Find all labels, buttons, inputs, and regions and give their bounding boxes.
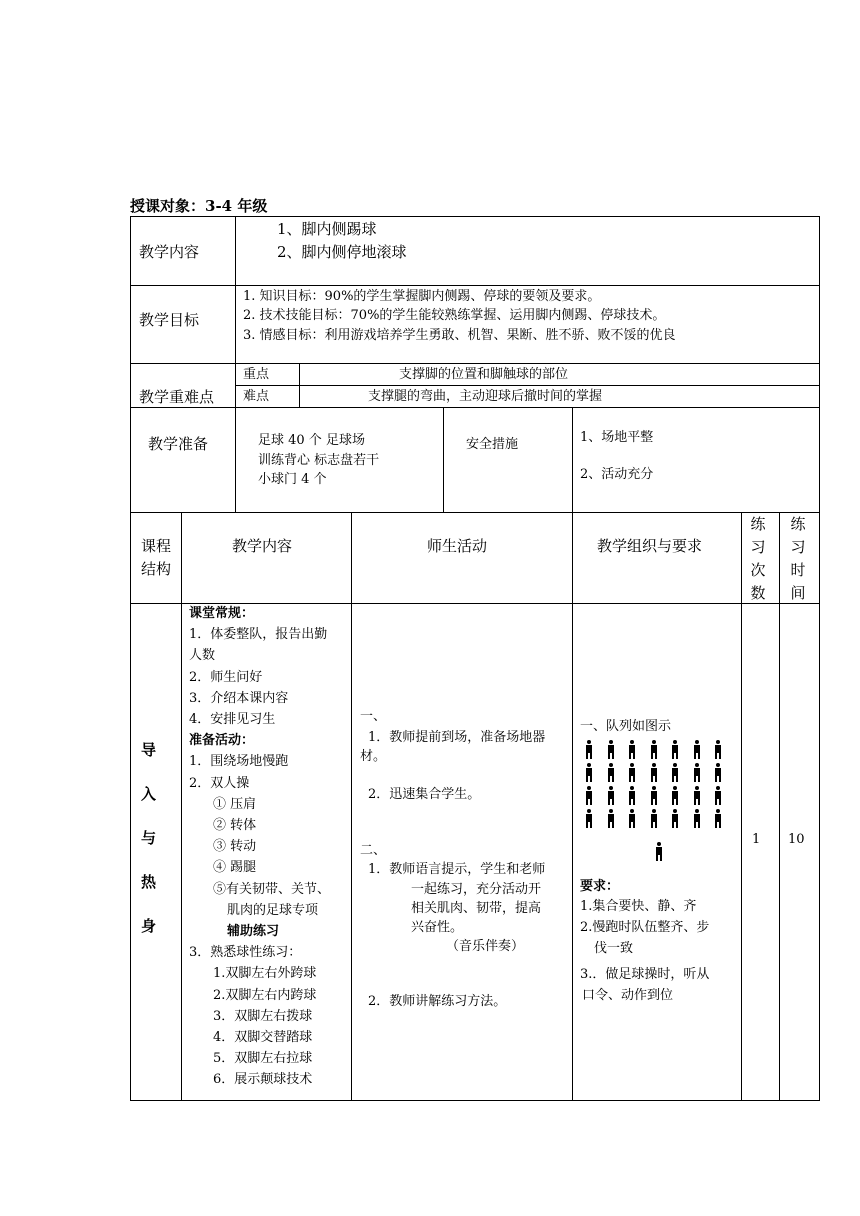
student-figure: [650, 809, 658, 829]
activity-b1c: 相关肌肉、韧带，提高: [411, 901, 542, 916]
student-figure: [671, 763, 679, 783]
safety-label: 安全措施: [466, 437, 519, 452]
col-structure: 课程结构: [140, 537, 171, 578]
org-req-2: 2.慢跑时队伍整齐、步: [580, 920, 710, 935]
practice-times: 1: [752, 832, 761, 847]
content-line: ① 压肩: [213, 796, 257, 812]
goal-item-2: 2. 技术技能目标：70%的学生能较熟练掌握、运用脚内侧踢、停球技术。: [243, 308, 666, 323]
content-line: 1.双脚左右外跨球: [213, 966, 317, 982]
practice-duration: 10: [788, 832, 805, 847]
activity-part2: 二、: [360, 843, 387, 858]
content-line: 2．双人操: [189, 775, 250, 791]
section-name-char: 身: [141, 917, 157, 935]
student-figure: [628, 786, 636, 806]
student-figure: [585, 786, 593, 806]
content-line: 2.双脚左右内跨球: [213, 987, 317, 1003]
student-figure: [671, 740, 679, 760]
safety-item-2: 2、活动充分: [580, 467, 654, 482]
org-req-1: 1.集合要快、静、齐: [580, 899, 697, 914]
section-name-char: 导: [141, 741, 157, 759]
student-figure: [607, 763, 615, 783]
student-figure: [585, 763, 593, 783]
class-target: 授课对象：3-4 年级: [130, 197, 268, 215]
goal-item-3: 3. 情感目标：利用游戏培养学生勇敢、机智、果断、胜不骄、败不馁的优良: [243, 328, 676, 343]
activity-b1: 1．教师语言提示，学生和老师: [368, 862, 546, 877]
student-figure: [650, 740, 658, 760]
activity-b1b: 一起练习，充分活动开: [411, 882, 542, 897]
activity-a2: 2．迅速集合学生。: [368, 787, 481, 802]
activity-b2: 2．教师讲解练习方法。: [368, 994, 507, 1009]
content-line: 4．双脚交替踏球: [213, 1030, 313, 1045]
content-line: 3．双脚左右拨球: [213, 1008, 313, 1024]
prep-item-3: 小球门 4 个: [258, 472, 327, 487]
content-line: 1．围绕场地慢跑: [189, 754, 289, 770]
activity-part1: 一、: [360, 709, 387, 724]
content-line: 5．双脚左右拉球: [213, 1051, 313, 1067]
content-line: 3．介绍本课内容: [189, 690, 289, 706]
student-figure: [693, 786, 701, 806]
content-line: 人数: [189, 648, 216, 664]
student-figure: [693, 740, 701, 760]
student-figure: [607, 809, 615, 829]
content-line: 1．体委整队，报告出勤: [189, 627, 328, 643]
student-figure: [714, 809, 722, 829]
activity-a1: 1．教师提前到场，准备场地器: [368, 730, 546, 745]
student-figure: [714, 763, 722, 783]
student-figure: [714, 786, 722, 806]
content-line: 辅助练习: [227, 924, 280, 939]
section-name-char: 入: [141, 785, 157, 803]
content-line: 2．师生问好: [189, 669, 263, 685]
activity-b1e: （音乐伴奏）: [446, 939, 525, 954]
org-req-title: 要求：: [580, 879, 620, 894]
goal-item-1: 1. 知识目标：90%的学生掌握脚内侧踢、停球的要领及要求。: [243, 289, 601, 304]
student-figure: [607, 786, 615, 806]
content-line: ④ 踢腿: [213, 860, 257, 876]
student-figure: [671, 809, 679, 829]
prep-label: 教学准备: [148, 435, 209, 453]
col-times: 练习次数: [750, 515, 766, 602]
safety-item-1: 1、场地平整: [580, 430, 654, 445]
content-line: ② 转体: [213, 818, 257, 833]
difficulty-label: 难点: [243, 389, 270, 404]
content-line: ③ 转动: [213, 839, 257, 855]
activity-b1d: 兴奋性。: [411, 920, 464, 935]
content-line: 课堂常规：: [189, 606, 255, 621]
content-line: 3．熟悉球性练习：: [189, 945, 302, 961]
content-line: 6．展示颠球技术: [213, 1072, 313, 1088]
content-item-1: 1、脚内侧踢球: [277, 220, 377, 238]
content-line: ⑤有关韧带、关节、: [213, 881, 331, 897]
student-figure: [628, 809, 636, 829]
student-figure: [585, 740, 593, 760]
col-content: 教学内容: [232, 537, 293, 555]
section-name-char: 与: [141, 829, 157, 847]
org-req-4: 3.．做足球操时，听从: [580, 967, 710, 982]
student-figure: [693, 809, 701, 829]
prep-item-2: 训练背心 标志盘若干: [258, 453, 380, 468]
col-activity: 师生活动: [427, 537, 488, 555]
teacher-figure: [655, 842, 663, 862]
key-point-text: 支撑脚的位置和脚触球的部位: [399, 367, 569, 382]
content-line: 准备活动：: [189, 733, 255, 749]
formation-diagram: [585, 740, 735, 865]
content-item-2: 2、脚内侧停地滚球: [277, 243, 407, 261]
student-figure: [650, 763, 658, 783]
org-req-3: 伐一致: [594, 941, 634, 956]
org-req-5: 口令、动作到位: [582, 988, 674, 1003]
student-figure: [714, 740, 722, 760]
difficulty-text: 支撑腿的弯曲，主动迎球后撤时间的掌握: [368, 389, 603, 404]
student-figure: [671, 786, 679, 806]
student-figure: [650, 786, 658, 806]
key-label: 教学重难点: [139, 388, 215, 406]
col-duration: 练习时间: [790, 515, 806, 602]
goals-label: 教学目标: [139, 311, 200, 329]
activity-a1b: 材。: [360, 749, 387, 764]
content-line: 4．安排见习生: [189, 712, 276, 727]
student-figure: [693, 763, 701, 783]
student-figure: [628, 763, 636, 783]
content-line: 肌肉的足球专项: [227, 902, 319, 918]
org-title: 一、队列如图示: [580, 719, 672, 734]
col-org: 教学组织与要求: [597, 537, 703, 555]
content-label: 教学内容: [139, 243, 200, 261]
section-name-char: 热: [141, 873, 157, 891]
student-figure: [585, 809, 593, 829]
student-figure: [607, 740, 615, 760]
student-figure: [628, 740, 636, 760]
prep-item-1: 足球 40 个 足球场: [258, 433, 365, 448]
key-point-label: 重点: [243, 367, 270, 382]
